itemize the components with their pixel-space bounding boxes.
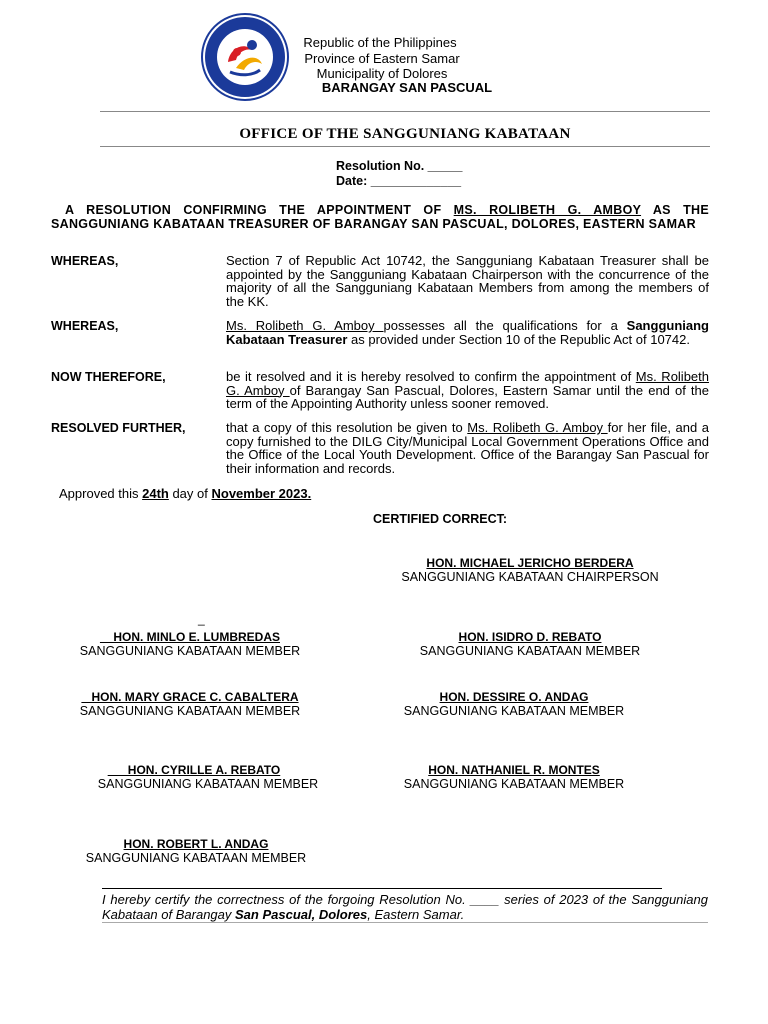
member-1-title: SANGGUNIANG KABATAAN MEMBER (79, 644, 301, 658)
header-barangay: BARANGAY SAN PASCUAL (321, 80, 493, 95)
certification-rule-top (102, 888, 662, 889)
member-5-name: ___HON. CYRILLE A. REBATO (107, 763, 281, 777)
certified-correct-label: CERTIFIED CORRECT: (373, 512, 508, 526)
header-rule-bottom (100, 146, 710, 147)
resolved-further-text: that a copy of this resolution be given to Ms. Rolibeth G. Amboy for her file, and a copy furnished to the DILG City/Municipal Local Government Operations Office and the Office of the Local Youth Development. Office of the Barangay San Pascual for their information and records. (226, 420, 709, 476)
stray-mark: _ (198, 612, 205, 626)
member-7-title: SANGGUNIANG KABATAAN MEMBER (85, 851, 307, 865)
member-3-title: SANGGUNIANG KABATAAN MEMBER (79, 704, 301, 718)
header-municipality: Municipality of Dolores (316, 66, 448, 81)
member-2-name: HON. ISIDRO D. REBATO (458, 630, 602, 644)
header-rule-top (100, 111, 710, 112)
member-3-name: _ HON. MARY GRACE C. CABALTERA (81, 690, 299, 704)
resolved-further-label: RESOLVED FURTHER, (51, 421, 186, 435)
header-country: Republic of the Philippines (303, 35, 457, 50)
whereas-2-label: WHEREAS, (51, 319, 119, 333)
resolution-number: Resolution No. _____ (336, 159, 463, 173)
chairperson-name: HON. MICHAEL JERICHO BERDERA (426, 556, 634, 570)
member-6-title: SANGGUNIANG KABATAAN MEMBER (403, 777, 625, 791)
now-therefore-text: be it resolved and it is hereby resolved to confirm the appointment of Ms. Rolibeth G. Amboy of Barangay San Pascual, Dolores, Eastern Samar until the end of the term of the Appointing Authority unless sooner removed. (226, 369, 709, 411)
appointee-name: MS. ROLIBETH G. AMBOY (453, 203, 642, 217)
resolution-title: A RESOLUTION CONFIRMING THE APPOINTMENT OF MS. ROLIBETH G. AMBOY AS THE SANGGUNIANG KABATAAN TREASURER OF BARANGAY SAN PASCUAL, DOLORES, EASTERN SAMAR (51, 203, 709, 231)
whereas-1-label: WHEREAS, (51, 254, 119, 268)
whereas-1-text: Section 7 of Republic Act 10742, the Sangguniang Kabataan Treasurer shall be appointed by the Sangguniang Kabataan Chairperson with the concurrence of the majority of all the Sangguniang Kabataan Members from among the members of the KK. (226, 253, 709, 309)
certification-rule-bottom (102, 922, 708, 923)
member-7-name: HON. ROBERT L. ANDAG (123, 837, 269, 851)
member-2-title: SANGGUNIANG KABATAAN MEMBER (419, 644, 641, 658)
office-title: OFFICE OF THE SANGGUNIANG KABATAAN (239, 126, 571, 142)
whereas-2-text: Ms. Rolibeth G. Amboy possesses all the qualifications for a Sangguniang Kabataan Treasurer as provided under Section 10 of the Republic Act of 10742. (226, 318, 709, 347)
member-6-name: HON. NATHANIEL R. MONTES (428, 763, 600, 777)
certification-text: I hereby certify the correctness of the forgoing Resolution No. ____ series of 2023 of the Sangguniang Kabataan of Barangay San Pascual, Dolores, Eastern Samar. (102, 892, 708, 922)
member-4-name: HON. DESSIRE O. ANDAG (439, 690, 589, 704)
member-1-name: __HON. MINLO E. LUMBREDAS (99, 630, 280, 644)
chairperson-title: SANGGUNIANG KABATAAN CHAIRPERSON (401, 570, 659, 584)
approved-line: Approved this 24th day of November 2023. (59, 486, 312, 501)
now-therefore-label: NOW THEREFORE, (51, 370, 166, 384)
member-5-title: SANGGUNIANG KABATAAN MEMBER (97, 777, 319, 791)
resolution-date: Date: _____________ (336, 174, 462, 188)
header-province: Province of Eastern Samar (304, 51, 460, 66)
member-4-title: SANGGUNIANG KABATAAN MEMBER (403, 704, 625, 718)
